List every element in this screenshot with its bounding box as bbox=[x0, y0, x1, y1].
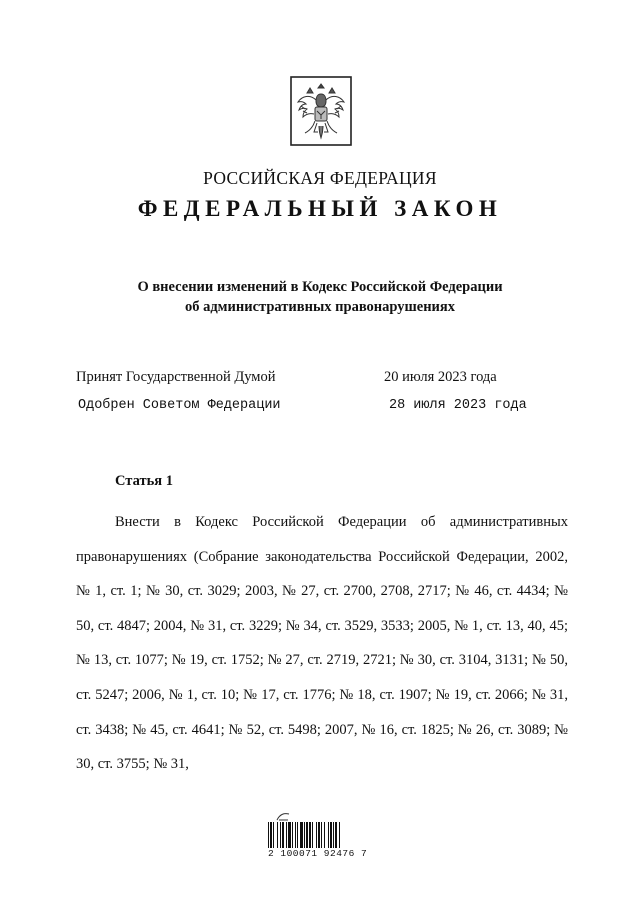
article-body: Внести в Кодекс Российской Федерации об административных правонарушениях (Собрание законодательства Российской Федерации, 2002, № 1, ст. 1; № 30, ст. 3029; 2003, № 27, ст. 2700, 2708, 2717; № 46, ст. 4434; № 50, ст. 4847; 2004, № 31, ст. 3229; № 34, ст. 3529, 3533; 2005, № 1, ст. 13, 40, 45; № 13, ст. 1077; № 19, ст. 1752; № 27, ст. 2719, 2721; № 30, ст. 3104, 3131; № 50, ст. 5247; 2006, № 1, ст. 10; № 17, ст. 1776; № 18, ст. 1907; № 19, ст. 2066; № 31, ст. 3438; № 45, ст. 4641; № 52, ст. 5498; 2007, № 16, ст. 1825; № 26, ст. 3089; № 30, ст. 3755; № 31, bbox=[76, 514, 568, 773]
barcode-icon bbox=[268, 822, 368, 848]
council-approval-label: Одобрен Советом Федерации bbox=[78, 398, 281, 413]
law-title bbox=[0, 277, 640, 317]
law-title-line-2: об административных правонарушениях bbox=[184, 299, 456, 315]
country-name: РОССИЙСКАЯ ФЕДЕРАЦИЯ bbox=[203, 168, 437, 188]
print-logo-icon bbox=[276, 812, 290, 822]
duma-adoption-label: Принят Государственной Думой bbox=[76, 369, 276, 385]
document-type: ФЕДЕРАЛЬНЫЙ ЗАКОН bbox=[137, 196, 503, 221]
barcode-number: 2 100071 92476 7 bbox=[268, 848, 368, 859]
duma-adoption-date: 20 июля 2023 года bbox=[384, 369, 497, 385]
coat-of-arms-icon bbox=[290, 76, 352, 146]
law-title-line-1: О внесении изменений в Кодекс Российской Федерации bbox=[137, 279, 503, 295]
council-approval-date: 28 июля 2023 года bbox=[389, 398, 527, 413]
barcode bbox=[268, 812, 380, 862]
article-heading: Статья 1 bbox=[115, 473, 173, 489]
